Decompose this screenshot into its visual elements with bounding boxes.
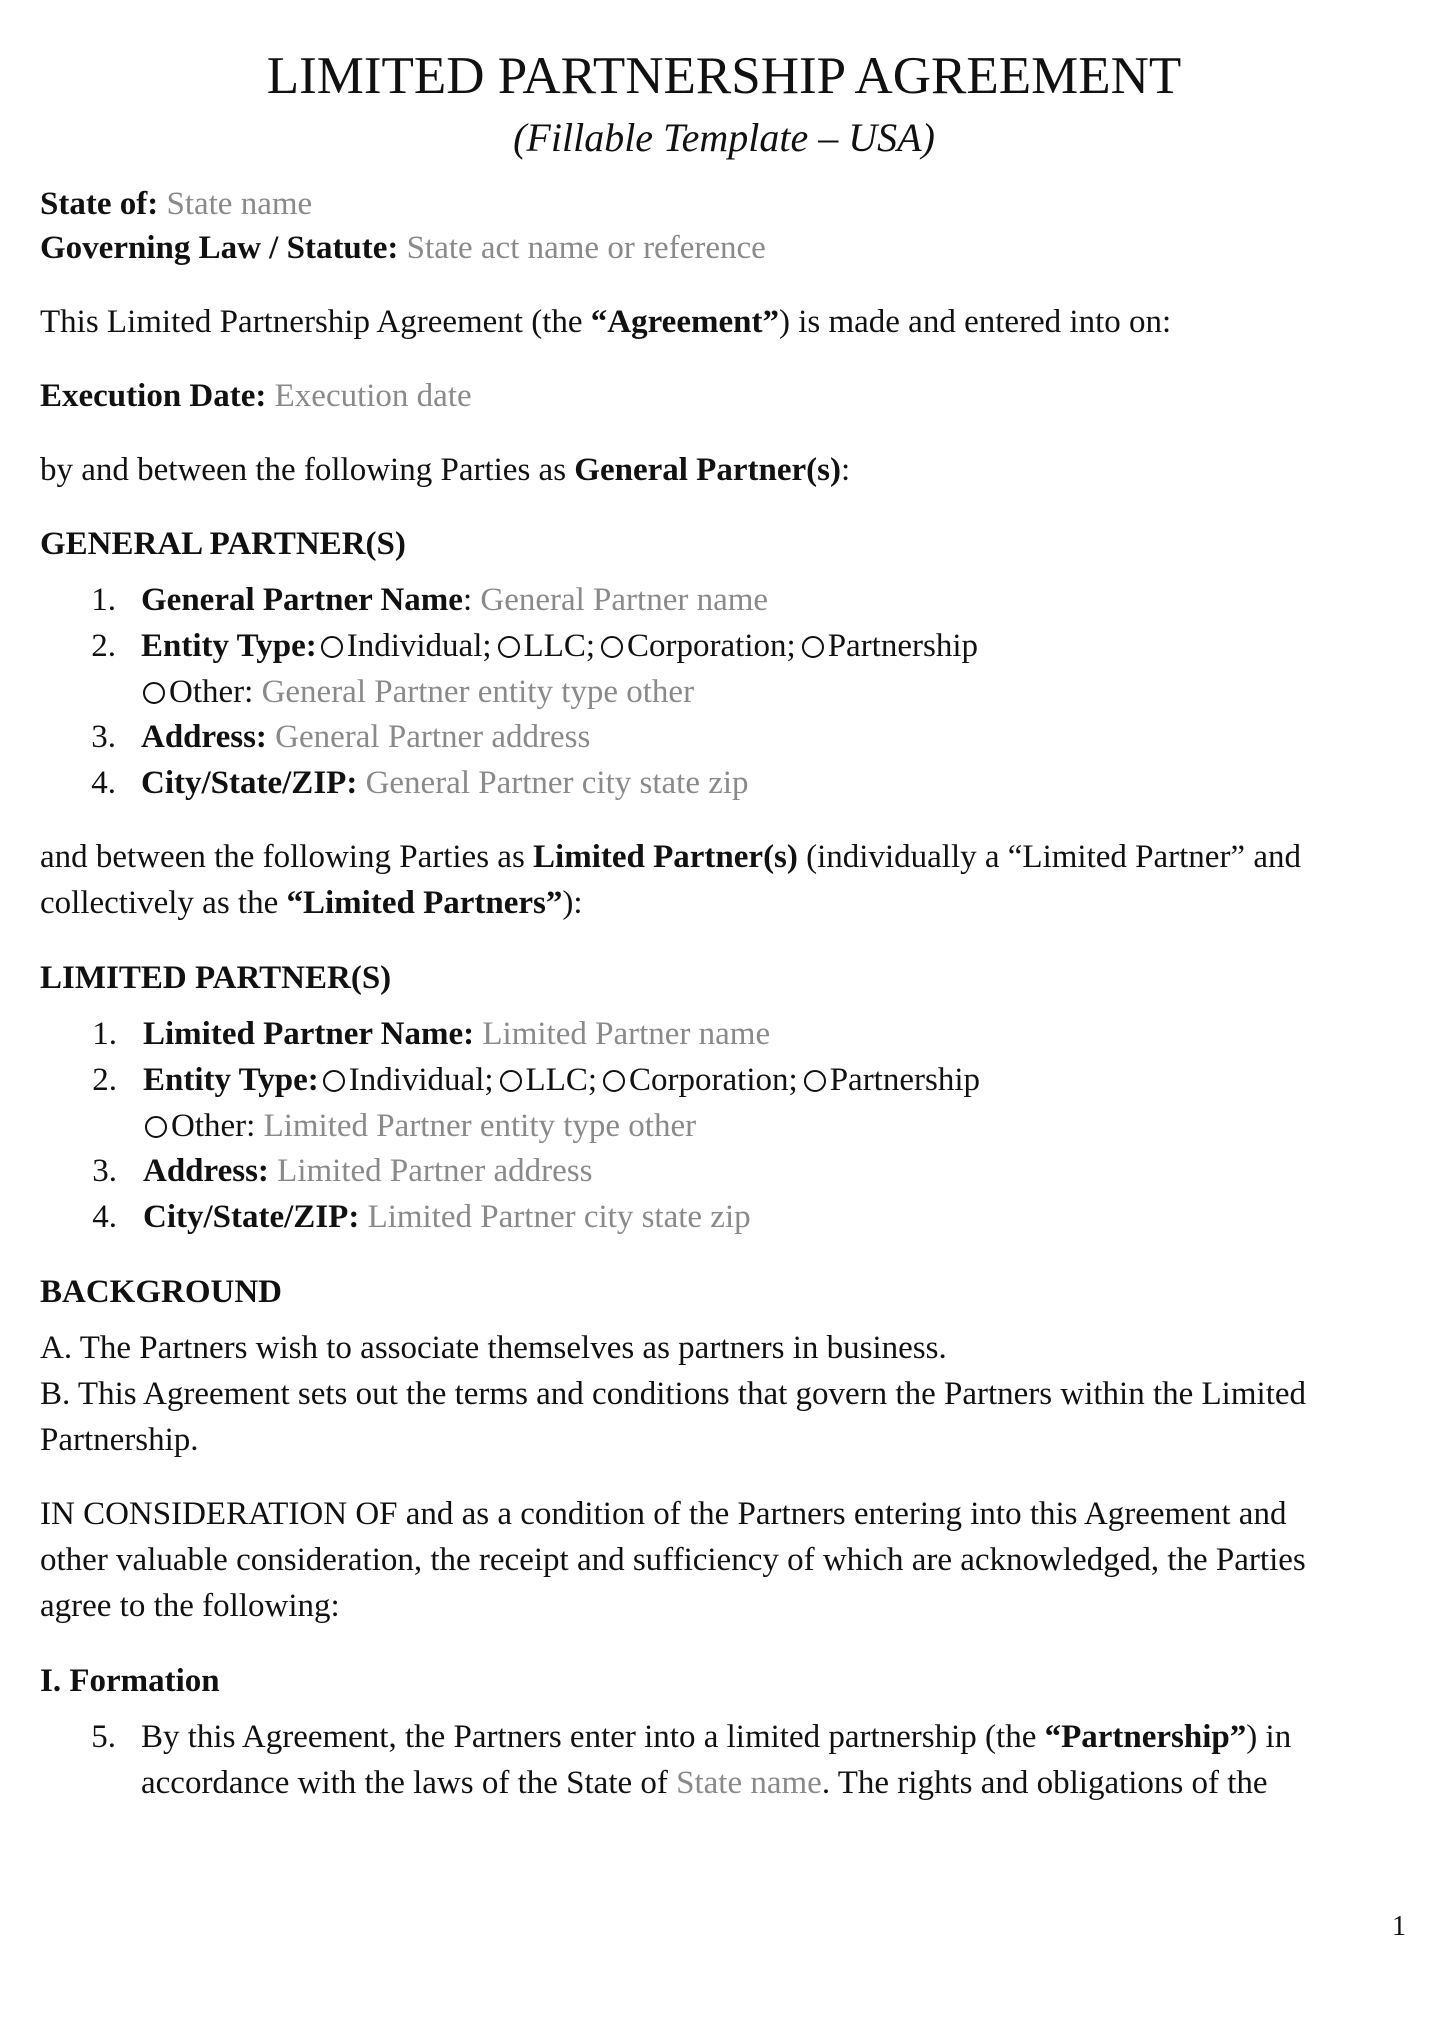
consideration-line: agree to the following: [40,1588,340,1624]
intro-text-end: ) is made and entered into on: [778,304,1172,340]
background-line: Partnership. [40,1422,199,1458]
gp-entity-item: Entity Type: Individual; LLC; Corporation; Partnership [141,628,978,664]
gp-radio-individual[interactable] [321,636,343,658]
lp-entity-other: Other: Limited Partner entity type other [143,1106,696,1146]
gp-entity-other: Other: General Partner entity type other [141,672,694,712]
list-number: 4. [92,1199,117,1235]
governing-law-line [40,228,766,268]
consideration-line: other valuable consideration, the receipt and sufficiency of which are acknowledged, the Parties [40,1542,1306,1578]
consideration-line: IN CONSIDERATION OF and as a condition of the Partners entering into this Agreement and [40,1496,1287,1532]
gp-city-item [141,763,749,803]
lp-name-item [143,1014,770,1054]
lp-intro-line-2: collectively as the “Limited Partners”): [40,885,583,921]
document-title: LIMITED PARTNERSHIP AGREEMENT [266,47,1182,105]
list-number: 5. [91,1719,116,1755]
lp-city-item [143,1197,751,1237]
list-number: 1. [91,582,116,618]
gp-radio-corporation[interactable] [601,636,623,658]
governing-law-field[interactable]: State act name or reference [406,230,766,266]
gp-radio-partnership[interactable] [802,636,824,658]
state-line [40,184,312,224]
state-field[interactable]: State name [166,186,313,222]
intro-paragraph [40,302,1171,342]
lp-name-label: Limited Partner Name: [143,1016,475,1052]
lp-radio-partnership[interactable] [804,1070,826,1092]
list-number: 3. [91,719,116,755]
gp-other-field[interactable]: General Partner entity type other [261,674,695,710]
lp-address-label: Address: [143,1153,269,1189]
governing-law-label: Governing Law / Statute: [40,230,399,266]
gp-name-field[interactable]: General Partner name [480,582,769,618]
formation-line-1: By this Agreement, the Partners enter into a limited partnership (the “Partnership”) in [141,1719,1292,1755]
list-number: 4. [91,765,116,801]
lp-radio-other[interactable] [145,1116,167,1138]
gp-radio-other[interactable] [143,682,165,704]
state-label: State of: [40,186,159,222]
lp-radio-llc[interactable] [500,1070,522,1092]
gp-address-label: Address: [141,719,267,755]
gp-city-field[interactable]: General Partner city state zip [365,765,749,801]
lp-other-field[interactable]: Limited Partner entity type other [263,1108,697,1144]
intro-term: “Agreement” [590,304,779,340]
intro-text: This Limited Partnership Agreement (the [40,304,591,340]
lp-intro-line-1: and between the following Parties as Limited Partner(s) (individually a “Limited Partner” and [40,839,1301,875]
execution-date-field[interactable]: Execution date [274,378,472,414]
background-line: A. The Partners wish to associate themselves as partners in business. [40,1330,947,1366]
formation-heading: I. Formation [40,1663,220,1699]
document-subtitle: (Fillable Template – USA) [513,115,935,160]
lp-heading: LIMITED PARTNER(S) [40,960,392,996]
lp-radio-individual[interactable] [323,1070,345,1092]
gp-name-item: General Partner Name: General Partner name [141,582,769,618]
gp-intro-term: General Partner(s) [574,452,841,488]
lp-city-label: City/State/ZIP: [143,1199,360,1235]
lp-city-field[interactable]: Limited Partner city state zip [367,1199,751,1235]
execution-date-label: Execution Date: [40,378,267,414]
gp-heading: GENERAL PARTNER(S) [40,526,406,562]
page-number: 1 [1392,1911,1406,1942]
list-number: 2. [91,628,116,664]
gp-entity-label: Entity Type: [141,628,317,664]
formation-line-2: accordance with the laws of the State of State name. The rights and obligations of the [141,1765,1268,1801]
execution-date-line [40,376,472,416]
lp-entity-label: Entity Type: [143,1062,319,1098]
list-number: 2. [92,1062,117,1098]
lp-radio-corporation[interactable] [603,1070,625,1092]
list-number: 3. [92,1153,117,1189]
background-heading: BACKGROUND [40,1274,283,1310]
lp-address-item [143,1151,592,1191]
lp-entity-item: Entity Type: Individual; LLC; Corporation; Partnership [143,1062,980,1098]
gp-intro-text: by and between the following Parties as [40,452,575,488]
list-number: 1. [92,1016,117,1052]
background-line: B. This Agreement sets out the terms and conditions that govern the Partners within the Limited [40,1376,1307,1412]
gp-intro [40,450,850,490]
gp-address-item [141,717,590,757]
gp-intro-end: : [840,452,851,488]
gp-radio-llc[interactable] [498,636,520,658]
gp-address-field[interactable]: General Partner address [275,719,591,755]
gp-name-label: General Partner Name [141,582,463,618]
gp-city-label: City/State/ZIP: [141,765,358,801]
lp-address-field[interactable]: Limited Partner address [277,1153,593,1189]
lp-name-field[interactable]: Limited Partner name [482,1016,771,1052]
formation-state-field[interactable]: State name [676,1765,822,1801]
